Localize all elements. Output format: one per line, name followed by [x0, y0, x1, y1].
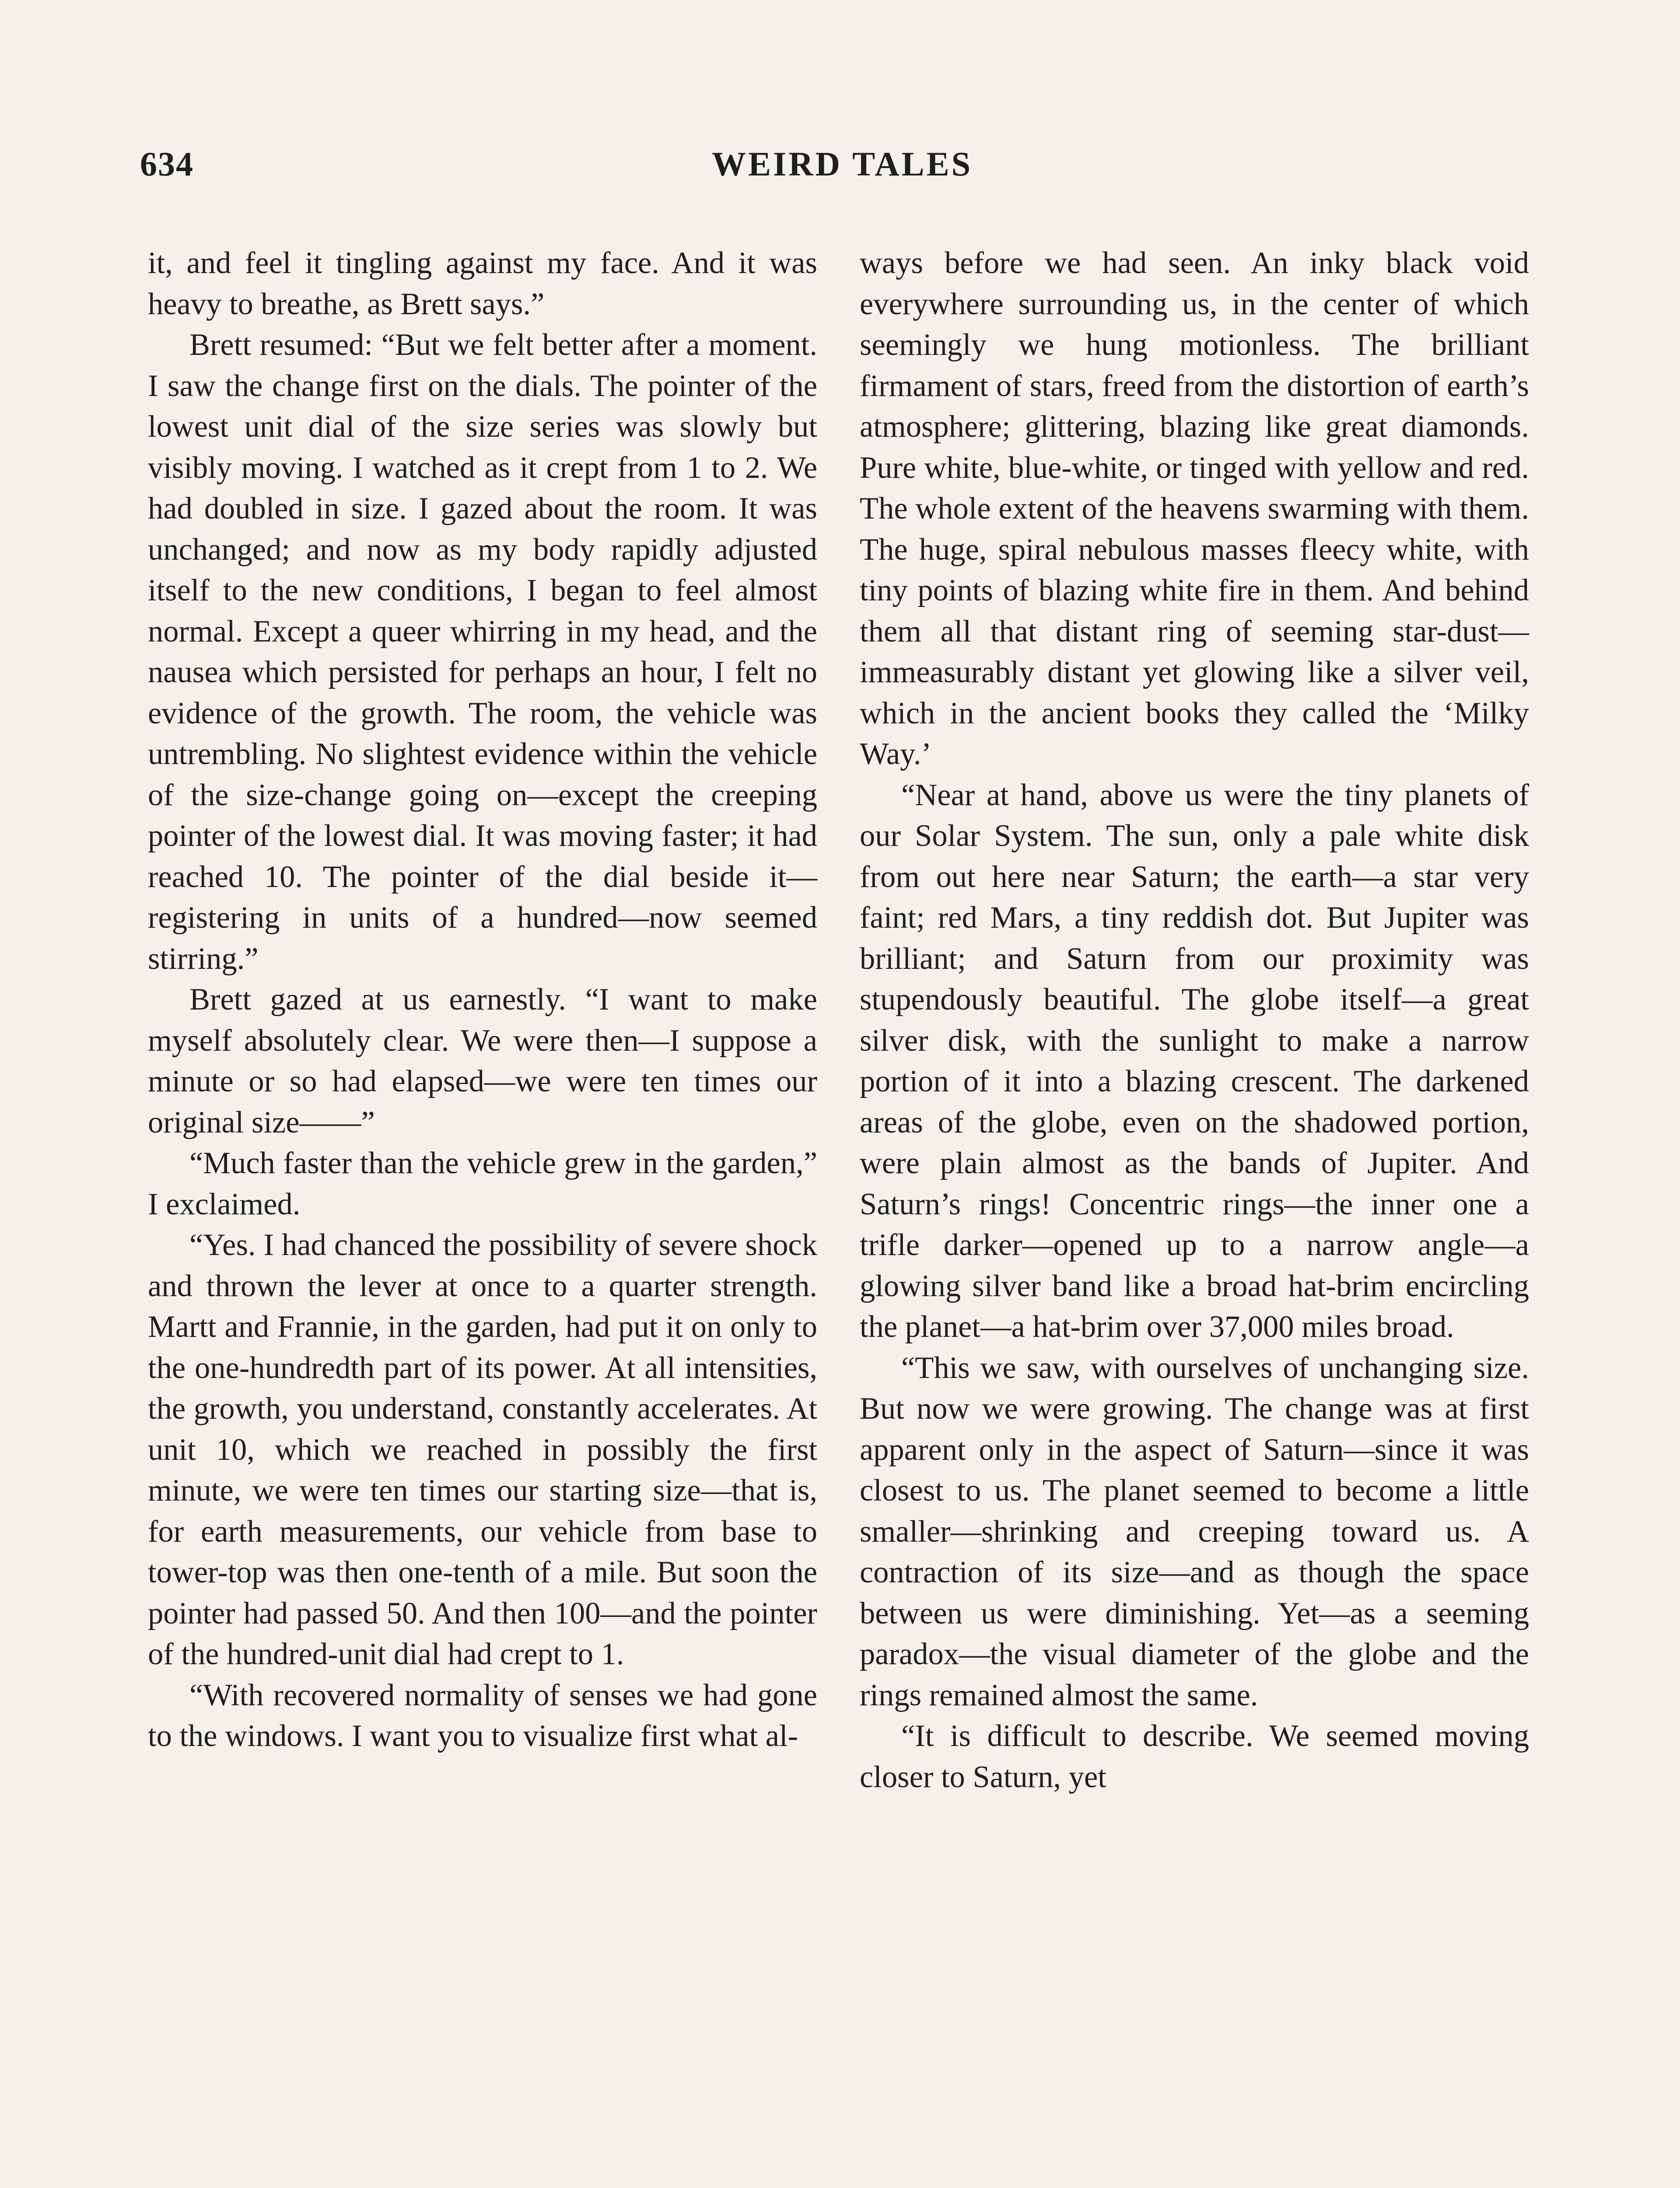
- paragraph: Brett resumed: “But we felt better after a moment. I saw the change first on the dials. The pointer of the lowest unit dial of the size series was slowly but visibly moving. I watched as it crept from 1 to 2. We had doubled in size. I gazed about the room. It was unchanged; and now as my body rapidly adjusted itself to the new conditions, I began to feel almost normal. Except a queer whirring in my head, and the nausea which persisted for perhaps an hour, I felt no evidence of the growth. The room, the vehicle was untrembling. No slightest evidence within the vehicle of the size-change going on—except the creeping pointer of the lowest dial. It was moving faster; it had reached 10. The pointer of the dial beside it—registering in units of a hundred—now seemed stirring.”: [148, 328, 817, 976]
- right-column: [860, 243, 1529, 1798]
- paragraph: “This we saw, with ourselves of unchanging size. But now we were growing. The change was at first apparent only in the aspect of Saturn—since it was closest to us. The planet seemed to become a little smaller—shrinking and creeping toward us. A contraction of its size—and as though the space between us were diminishing. Yet—as a seeming paradox—the visual diameter of the globe and the rings remained almost the same.: [860, 1350, 1529, 1712]
- paragraph: “It is difficult to describe. We seemed moving closer to Saturn, yet: [860, 1719, 1529, 1794]
- paragraph: Brett gazed at us earnestly. “I want to make myself absolutely clear. We were then—I suppose a minute or so had elapsed—we were ten times our original size——”: [148, 982, 817, 1140]
- running-head: WEIRD TALES: [711, 145, 973, 183]
- paragraph: it, and feel it tingling against my face. And it was heavy to breathe, as Brett says.”: [148, 246, 817, 321]
- paragraph: “With recovered normality of senses we had gone to the windows. I want you to visualize first what al-: [148, 1678, 817, 1753]
- page-header: [140, 144, 1544, 193]
- paragraph: “Yes. I had chanced the possibility of severe shock and thrown the lever at once to a quarter strength. Martt and Frannie, in the garden, had put it on only to the one-hundredth part of its power. At all intensities, the growth, you understand, constantly accelerates. At unit 10, which we reached in possibly the first minute, we were ten times our starting size—that is, for earth measurements, our vehicle from base to tower-top was then one-tenth of a mile. But soon the pointer had passed 50. And then 100—and the pointer of the hundred-unit dial had crept to 1.: [148, 1228, 817, 1671]
- paragraph: “Much faster than the vehicle grew in the garden,” I exclaimed.: [148, 1146, 817, 1221]
- paragraph: ways before we had seen. An inky black void everywhere surrounding us, in the center of which seemingly we hung motionless. The brilliant firmament of stars, freed from the distortion of earth’s atmosphere; glittering, blazing like great diamonds. Pure white, blue-white, or tinged with yellow and red. The whole extent of the heavens swarming with them. The huge, spiral nebulous masses fleecy white, with tiny points of blazing white fire in them. And behind them all that distant ring of seeming star-dust—immeasurably distant yet glowing like a silver veil, which in the ancient books they called the ‘Milky Way.’: [860, 246, 1529, 771]
- page-number: 634: [140, 145, 194, 183]
- paragraph: “Near at hand, above us were the tiny planets of our Solar System. The sun, only a pale white disk from out here near Saturn; the earth—a star very faint; red Mars, a tiny reddish dot. But Jupiter was brilliant; and Saturn from our proximity was stupendously beautiful. The globe itself—a great silver disk, with the sunlight to make a narrow portion of it into a blazing crescent. The darkened areas of the globe, even on the shadowed portion, were plain almost as the bands of Jupiter. And Saturn’s rings! Concentric rings—the inner one a trifle darker—opened up to a narrow angle—a glowing silver band like a broad hat-brim encircling the planet—a hat-brim over 37,000 miles broad.: [860, 778, 1529, 1344]
- left-column: [148, 243, 817, 1757]
